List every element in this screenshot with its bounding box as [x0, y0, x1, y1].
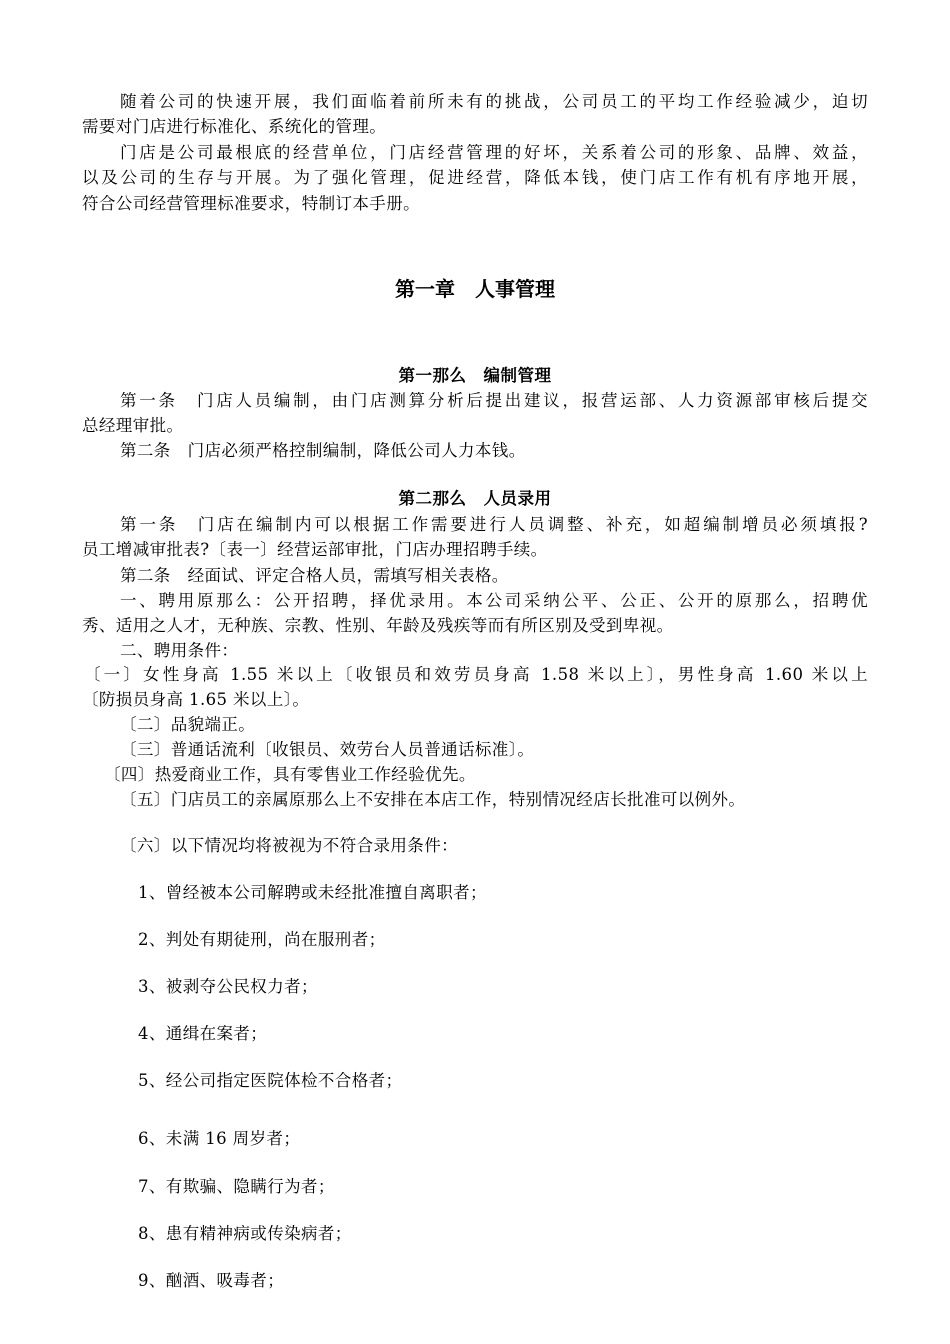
- disqualification-item-8: 8、患有精神病或传染病者；: [138, 1224, 352, 1243]
- disqualification-item-7: 7、有欺骗、隐瞒行为者；: [138, 1177, 335, 1196]
- disqualification-item-5: 5、经公司指定医院体检不合格者；: [138, 1071, 403, 1090]
- section-1-title: 第一那么 编制管理: [398, 366, 552, 385]
- hiring-principle-line-1: 一、聘用原那么：公开招聘，择优录用。本公司采纳公平、公正、公开的原那么，招聘优: [120, 591, 868, 610]
- condition-5: 〔五〕门店员工的亲属原那么上不安排在本店工作，特别情况经店长批准可以例外。: [120, 790, 746, 809]
- intro-paragraph-2-line-2: 以及公司的生存与开展。为了强化管理，促进经营，降低本钱，使门店工作有机有序地开展，: [82, 168, 868, 187]
- condition-4: 〔四〕热爱商业工作，具有零售业工作经验优先。: [104, 765, 476, 784]
- intro-paragraph-1-line-2: 需要对门店进行标准化、系统化的管理。: [82, 117, 387, 136]
- section-1-article-1-line-1: 第一条 门店人员编制，由门店测算分析后提出建议，报营运部、人力资源部审核后提交: [120, 391, 868, 410]
- section-2-article-1-line-1: 第一条 门店在编制内可以根据工作需要进行人员调整、补充，如超编制增员必须填报?: [120, 515, 868, 534]
- section-2-title: 第二那么 人员录用: [398, 489, 552, 508]
- section-2-article-2: 第二条 经面试、评定合格人员，需填写相关表格。: [120, 566, 509, 585]
- disqualification-item-6: 6、未满 16 周岁者；: [138, 1129, 301, 1148]
- hiring-conditions-heading: 二、聘用条件：: [120, 641, 239, 660]
- section-1-article-2: 第二条 门店必须严格控制编制，降低公司人力本钱。: [120, 441, 526, 460]
- condition-6: 〔六〕以下情况均将被视为不符合录用条件：: [120, 836, 458, 855]
- disqualification-item-9: 9、酗酒、吸毒者；: [138, 1271, 285, 1290]
- intro-paragraph-2-line-3: 符合公司经营管理标准要求，特制订本手册。: [82, 194, 420, 213]
- disqualification-item-2: 2、判处有期徒刑，尚在服刑者；: [138, 930, 386, 949]
- hiring-principle-line-2: 秀、适用之人才，无种族、宗教、性别、年龄及残疾等而有所区别及受到卑视。: [82, 616, 674, 635]
- disqualification-item-3: 3、被剥夺公民权力者；: [138, 977, 318, 996]
- section-1-article-1-line-2: 总经理审批。: [82, 416, 184, 435]
- intro-paragraph-1-line-1: 随着公司的快速开展，我们面临着前所未有的挑战，公司员工的平均工作经验减少，迫切: [120, 92, 868, 111]
- disqualification-item-1: 1、曾经被本公司解聘或未经批准擅自离职者；: [138, 883, 487, 902]
- condition-2: 〔二〕品貌端正。: [120, 715, 256, 734]
- condition-1-line-1: 〔一〕女性身高 1.55 米以上〔收银员和效劳员身高 1.58 米以上〕，男性身高 1.60 米以上: [84, 665, 868, 684]
- condition-3: 〔三〕普通话流利〔收银员、效劳台人员普通话标准〕。: [120, 740, 535, 759]
- chapter-title: 第一章 人事管理: [395, 277, 555, 301]
- disqualification-item-4: 4、通缉在案者；: [138, 1024, 268, 1043]
- intro-paragraph-2-line-1: 门店是公司最根底的经营单位，门店经营管理的好坏，关系着公司的形象、品牌、效益，: [120, 143, 868, 162]
- condition-1-line-2: 〔防损员身高 1.65 米以上〕。: [82, 690, 310, 709]
- section-2-article-1-line-2: 员工增减审批表?〔表一〕经营运部审批，门店办理招聘手续。: [82, 540, 548, 559]
